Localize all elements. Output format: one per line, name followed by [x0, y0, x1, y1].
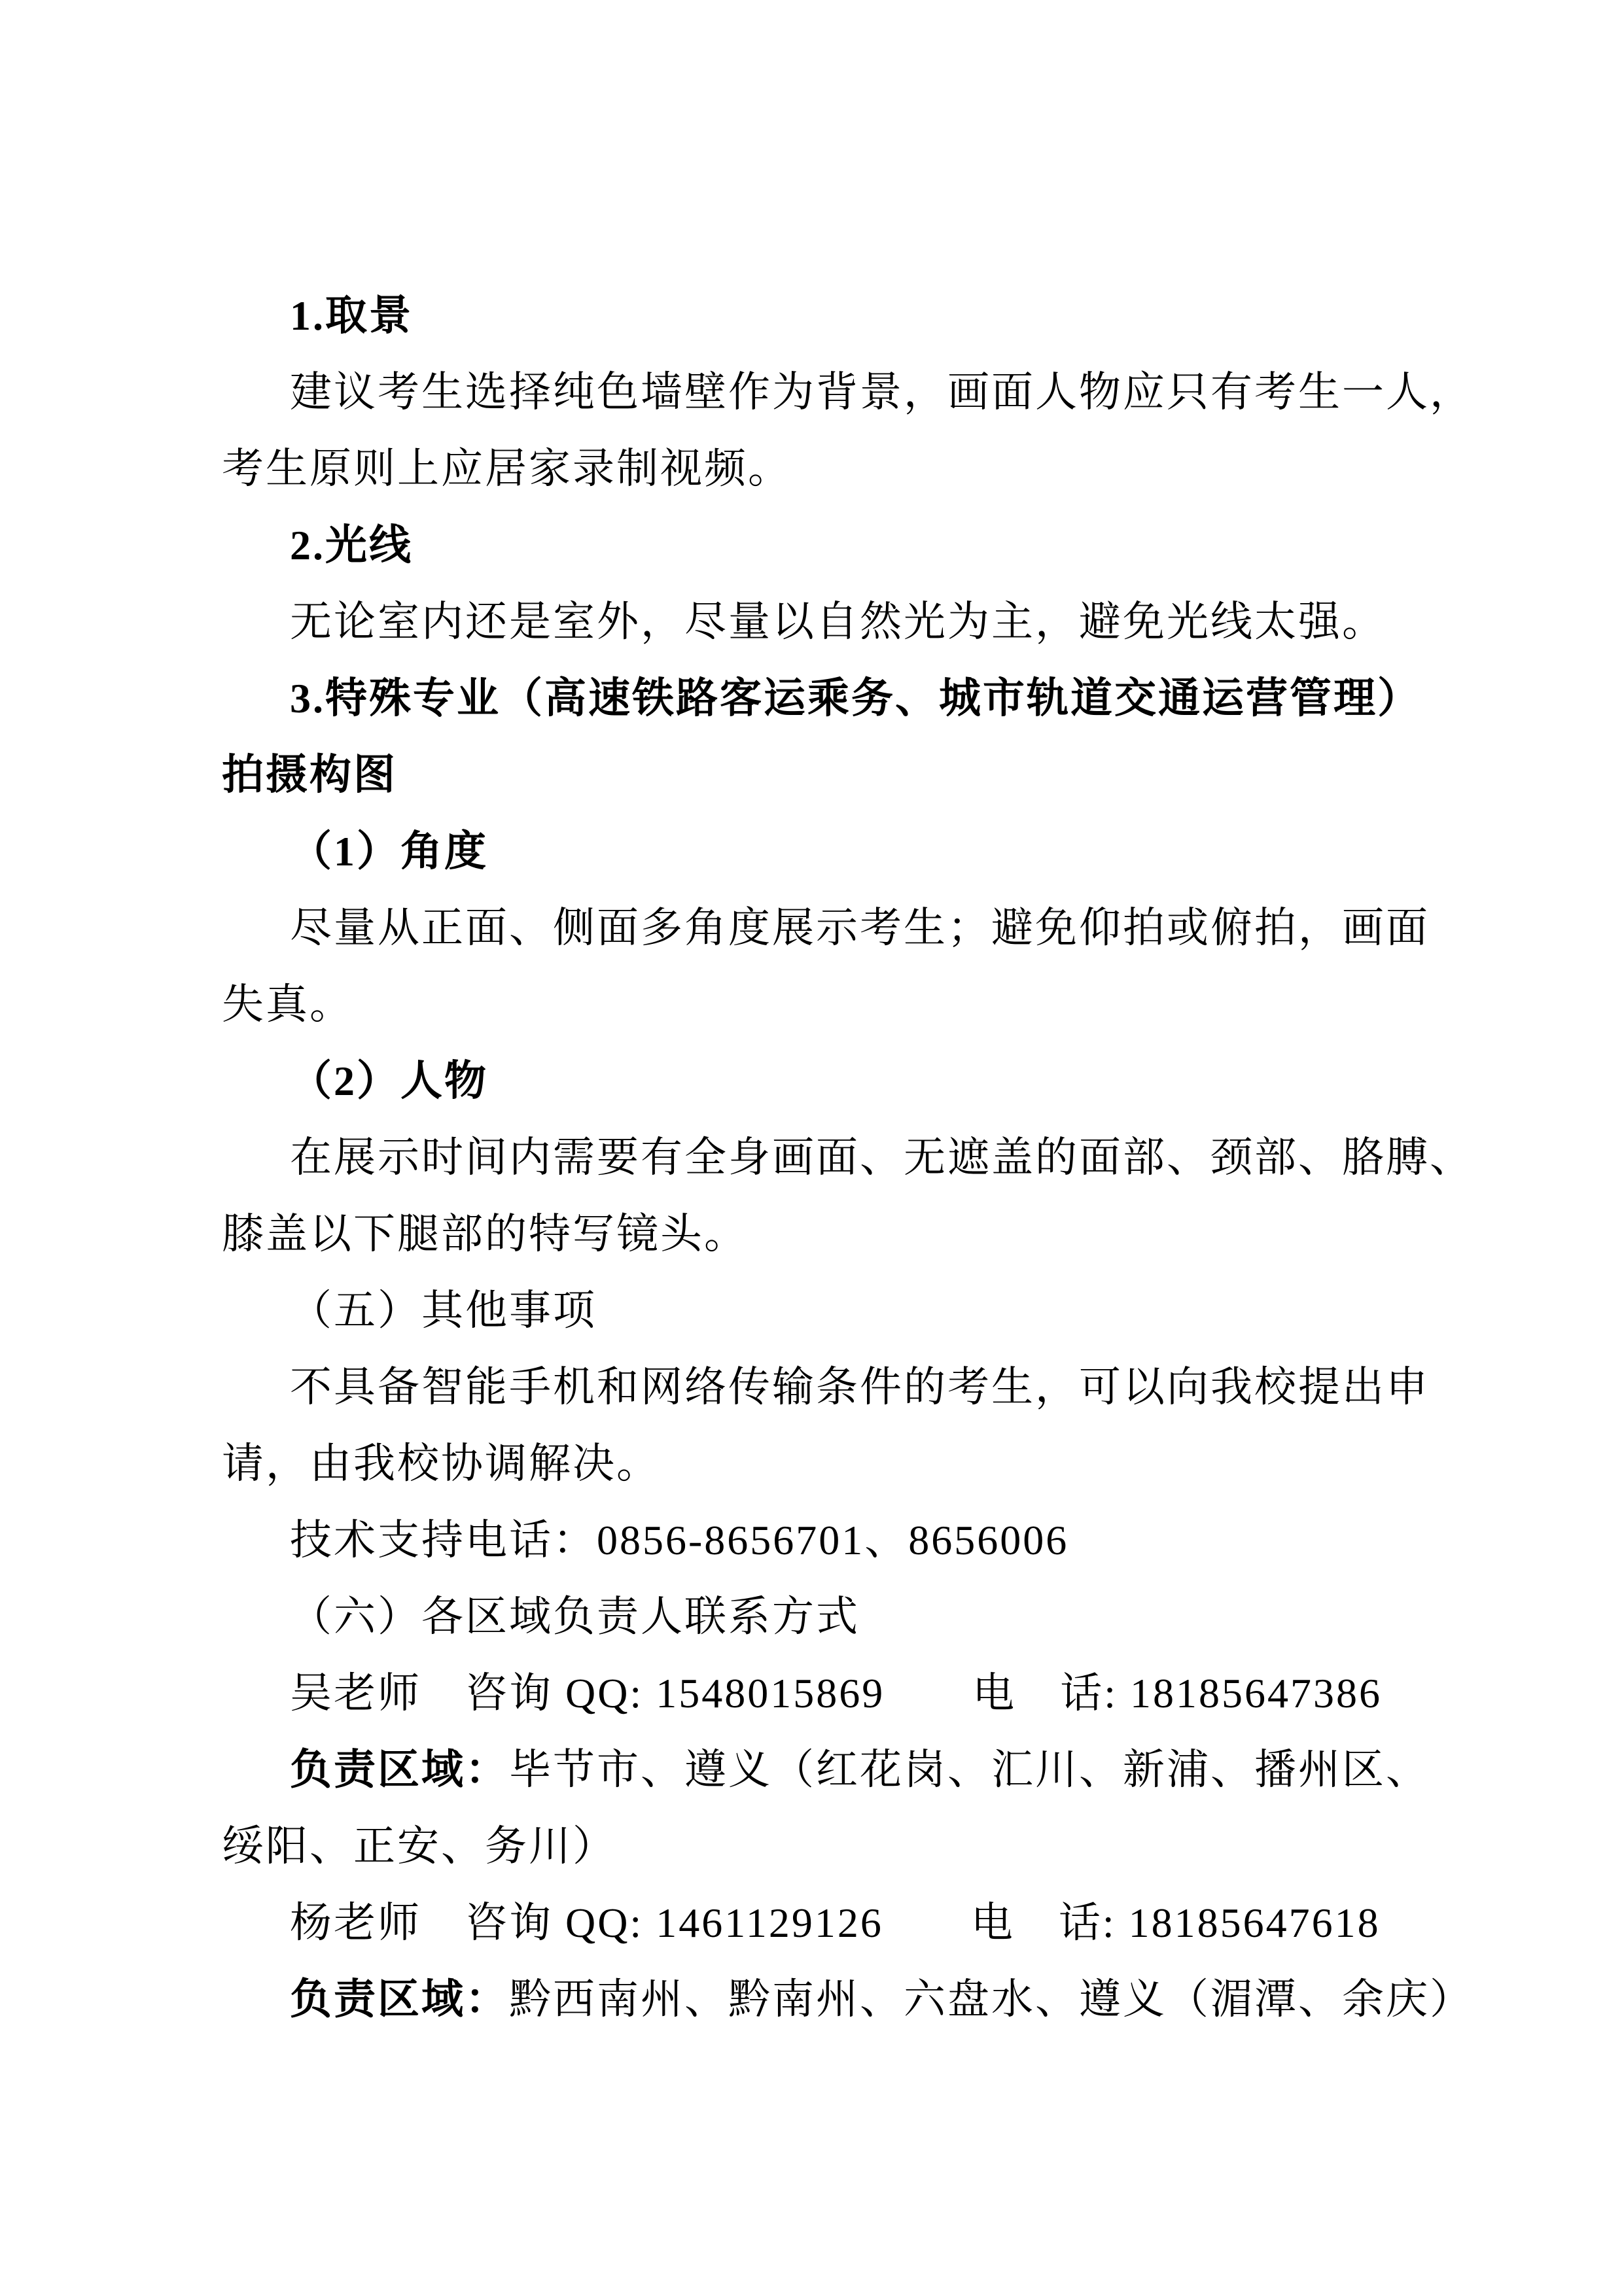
heading-text: 3.特殊专业（高速铁路客运乘务、城市轨道交通运营管理） [290, 675, 1421, 722]
para-person-line-2 [222, 1196, 1465, 1272]
contact-yang [222, 1885, 1465, 1961]
body-text: 建议考生选择纯色墙壁作为背景，画面人物应只有考生一人， [290, 369, 1474, 415]
body-text: 考生原则上应居家录制视频。 [222, 445, 792, 492]
contact-wu [222, 1655, 1465, 1731]
contact-text: 杨老师 咨询 QQ: 1461129126 电 话: 18185647618 [290, 1900, 1381, 1946]
heading-1-framing [222, 277, 1465, 354]
region-wu-line-1 [222, 1731, 1465, 1808]
tech-support-phone [222, 1502, 1465, 1578]
body-text: 黔西南州、黔南州、六盘水、遵义（湄潭、余庆） [509, 1976, 1474, 2023]
heading-person [222, 1043, 1465, 1119]
heading-angle [222, 813, 1465, 890]
body-text: 不具备智能手机和网络传输条件的考生，可以向我校提出申 [290, 1364, 1430, 1410]
body-text: 在展示时间内需要有全身画面、无遮盖的面部、颈部、胳膊、 [290, 1134, 1474, 1181]
para-framing-line-1 [222, 354, 1474, 430]
body-text: 绥阳、正安、务川） [222, 1823, 616, 1870]
document-content [222, 277, 1474, 2038]
body-text: 尽量从正面、侧面多角度展示考生；避免仰拍或俯拍，画面 [290, 905, 1430, 951]
heading-2-lighting [222, 507, 1465, 583]
heading-3-special-majors-line-1 [222, 660, 1465, 737]
heading-text: 1.取景 [290, 292, 413, 339]
body-text: 毕节市、遵义（红花岗、汇川、新浦、播州区、 [509, 1747, 1430, 1793]
para-other-matters-line-2 [222, 1425, 1465, 1502]
para-angle-line-1 [222, 890, 1465, 966]
region-yang [222, 1961, 1474, 2038]
body-text: 失真。 [222, 981, 353, 1028]
heading-text: 拍摄构图 [222, 752, 397, 798]
heading-text: （2）人物 [290, 1058, 488, 1104]
heading-regional-contacts [222, 1578, 1465, 1655]
heading-text: （六）各区域负责人联系方式 [290, 1593, 860, 1640]
contact-text: 吴老师 咨询 QQ: 1548015869 电 话: 18185647386 [290, 1670, 1382, 1716]
region-label: 负责区域： [290, 1747, 509, 1793]
heading-other-matters [222, 1272, 1465, 1349]
body-text: 膝盖以下腿部的特写镜头。 [222, 1211, 748, 1257]
body-text: 请，由我校协调解决。 [222, 1440, 660, 1487]
body-text: 技术支持电话：0856-8656701、8656006 [290, 1517, 1069, 1563]
region-label: 负责区域： [290, 1976, 509, 2023]
para-person-line-1 [222, 1119, 1474, 1196]
heading-text: （五）其他事项 [290, 1287, 597, 1334]
para-lighting [222, 583, 1465, 660]
body-text: 无论室内还是室外，尽量以自然光为主，避免光线太强。 [290, 599, 1386, 645]
heading-text: 2.光线 [290, 522, 413, 568]
heading-text: （1）角度 [290, 828, 488, 875]
region-wu-line-2 [222, 1808, 1465, 1885]
para-framing-line-2 [222, 430, 1465, 507]
para-other-matters-line-1 [222, 1349, 1465, 1425]
heading-3-special-majors-line-2 [222, 737, 1465, 813]
para-angle-line-2 [222, 966, 1465, 1043]
